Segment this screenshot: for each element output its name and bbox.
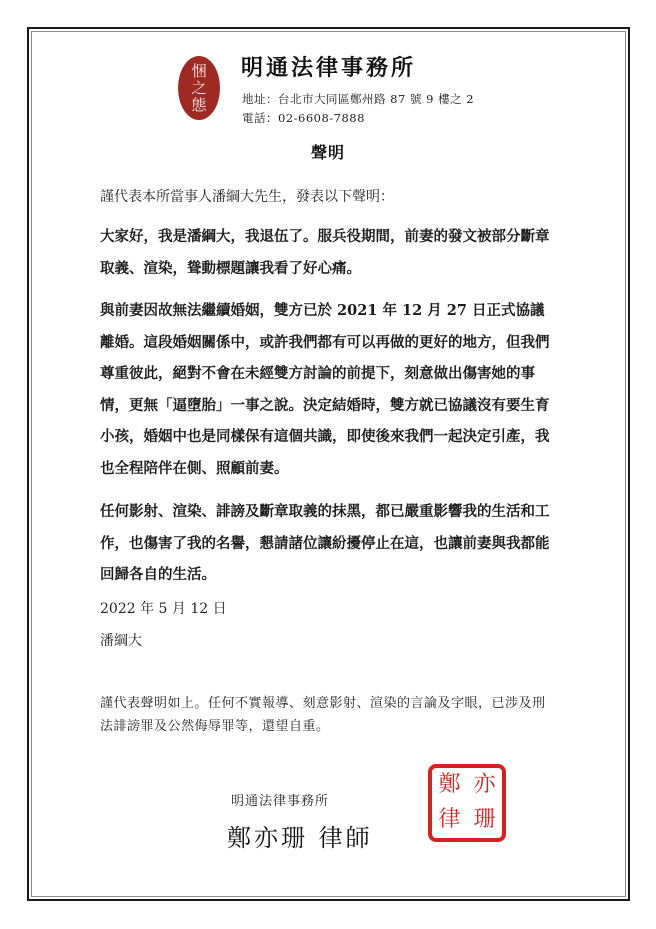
statement-signer: 潘綱大 xyxy=(100,633,142,649)
seal-char: 亦 xyxy=(473,772,496,797)
firm-phone: 電話：02-6608-7888 xyxy=(242,111,365,125)
statement-paragraph-2: 與前妻因故無法繼續婚姻，雙方已於 2021 年 12 月 27 日正式協議離婚。這段婚姻關係中，或許我們都有可以再做的更好的地方，但我們尊重彼此，絕對不會在未經雙方討論的前提下，刻意做出傷害她的事情，更無「逼墮胎」一事之說。決定結婚時，雙方就已協議沒有要生育小孩，婚姻中也是同樣保有這個共識，即使後來我們一起決定引產，我也全程陪伴在側、照顧前妻。 xyxy=(100,302,550,477)
logo-char: 悃 xyxy=(191,61,207,80)
lawyer-seal xyxy=(428,764,506,842)
signature-lawyer: 鄭亦珊 律師 xyxy=(227,824,373,852)
closing-notice: 謹代表聲明如上。任何不實報導、刻意影射、渲染的言論及字眼，已涉及刑法誹謗罪及公然侮辱罪等，還望自重。 xyxy=(100,696,546,734)
firm-address: 地址：台北市大同區鄭州路 87 號 9 樓之 2 xyxy=(242,92,475,106)
intro-text: 謹代表本所當事人潘綱大先生，發表以下聲明： xyxy=(100,189,394,205)
statement-date: 2022 年 5 月 12 日 xyxy=(100,601,227,617)
firm-logo-seal xyxy=(178,56,220,120)
document-title: 聲明 xyxy=(310,143,345,162)
logo-char: 之 xyxy=(191,78,207,97)
statement-paragraph-1: 大家好，我是潘綱大，我退伍了。服兵役期間，前妻的發文被部分斷章取義、渲染，聳動標題讓我看了好心痛。 xyxy=(100,228,550,277)
seal-char: 珊 xyxy=(473,807,496,832)
signature-firm: 明通法律事務所 xyxy=(231,794,330,809)
seal-char: 鄭 xyxy=(438,772,461,797)
logo-char: 態 xyxy=(191,95,207,114)
firm-name: 明通法律事務所 xyxy=(241,55,417,81)
statement-paragraph-3: 任何影射、渲染、誹謗及斷章取義的抹黑，都已嚴重影響我的生活和工作，也傷害了我的名譽，懇請諸位讓紛擾停止在這，也讓前妻與我都能回歸各自的生活。 xyxy=(100,503,550,583)
seal-char: 律 xyxy=(438,807,461,832)
